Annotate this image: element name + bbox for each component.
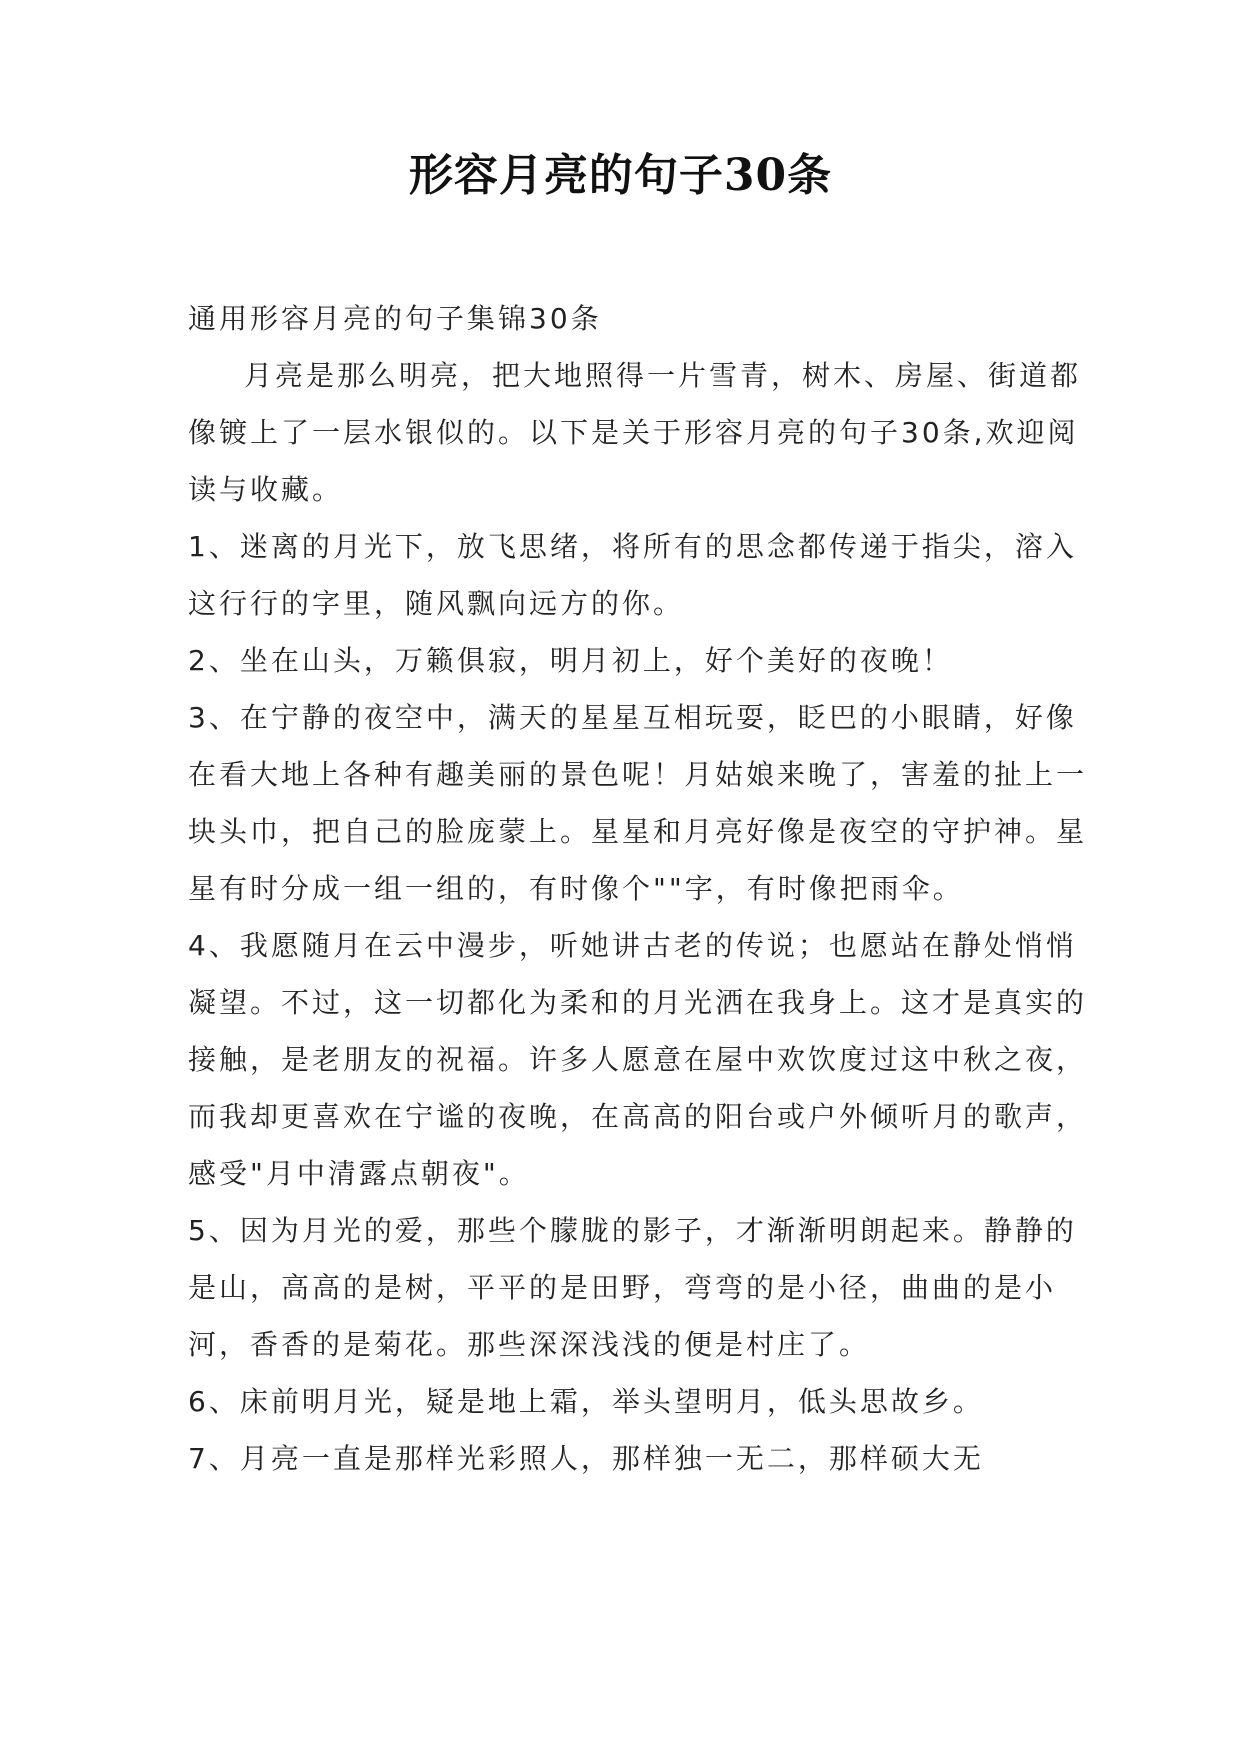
sentence-paragraph-5: 5、因为月光的爱，那些个朦胧的影子，才渐渐明朗起来。静静的是山，高高的是树，平平的是田野，弯弯的是小径，曲曲的是小河，香香的是菊花。那些深深浅浅的便是村庄了。 bbox=[188, 1214, 1077, 1361]
intro-paragraph: 月亮是那么明亮，把大地照得一片雪青，树木、房屋、街道都像镀上了一层水银似的。以下是关于形容月亮的句子30条,欢迎阅读与收藏。 bbox=[188, 359, 1082, 506]
sentence-paragraph-4: 4、我愿随月在云中漫步，听她讲古老的传说；也愿站在静处悄悄凝望。不过，这一切都化为柔和的月光洒在我身上。这才是真实的接触，是老朋友的祝福。许多人愿意在屋中欢饮度过这中秋之夜，而我却更喜欢在宁谧的夜晚，在高高的阳台或户外倾听月的歌声，感受"月中清露点朝夜"。 bbox=[188, 929, 1088, 1190]
document-body bbox=[188, 290, 1088, 1487]
sentence-paragraph-1: 1、迷离的月光下，放飞思绪，将所有的思念都传递于指尖，溶入这行行的字里，随风飘向远方的你。 bbox=[188, 530, 1077, 620]
subtitle-paragraph: 通用形容月亮的句子集锦30条 bbox=[188, 302, 602, 335]
sentence-paragraph-6: 6、床前明月光，疑是地上霜，举头望明月，低头思故乡。 bbox=[188, 1385, 984, 1418]
sentence-paragraph-3: 3、在宁静的夜空中，满天的星星互相玩耍，眨巴的小眼睛，好像在看大地上各种有趣美丽的景色呢！月姑娘来晚了，害羞的扯上一块头巾，把自己的脸庞蒙上。星星和月亮好像是夜空的守护神。星星有时分成一组一组的，有时像个""字，有时像把雨伞。 bbox=[188, 701, 1088, 905]
sentence-paragraph-7: 7、月亮一直是那样光彩照人，那样独一无二，那样硕大无 bbox=[188, 1442, 984, 1475]
document-title: 形容月亮的句子30条 bbox=[408, 150, 833, 201]
sentence-paragraph-2: 2、坐在山头，万籁俱寂，明月初上，好个美好的夜晚！ bbox=[188, 644, 953, 677]
